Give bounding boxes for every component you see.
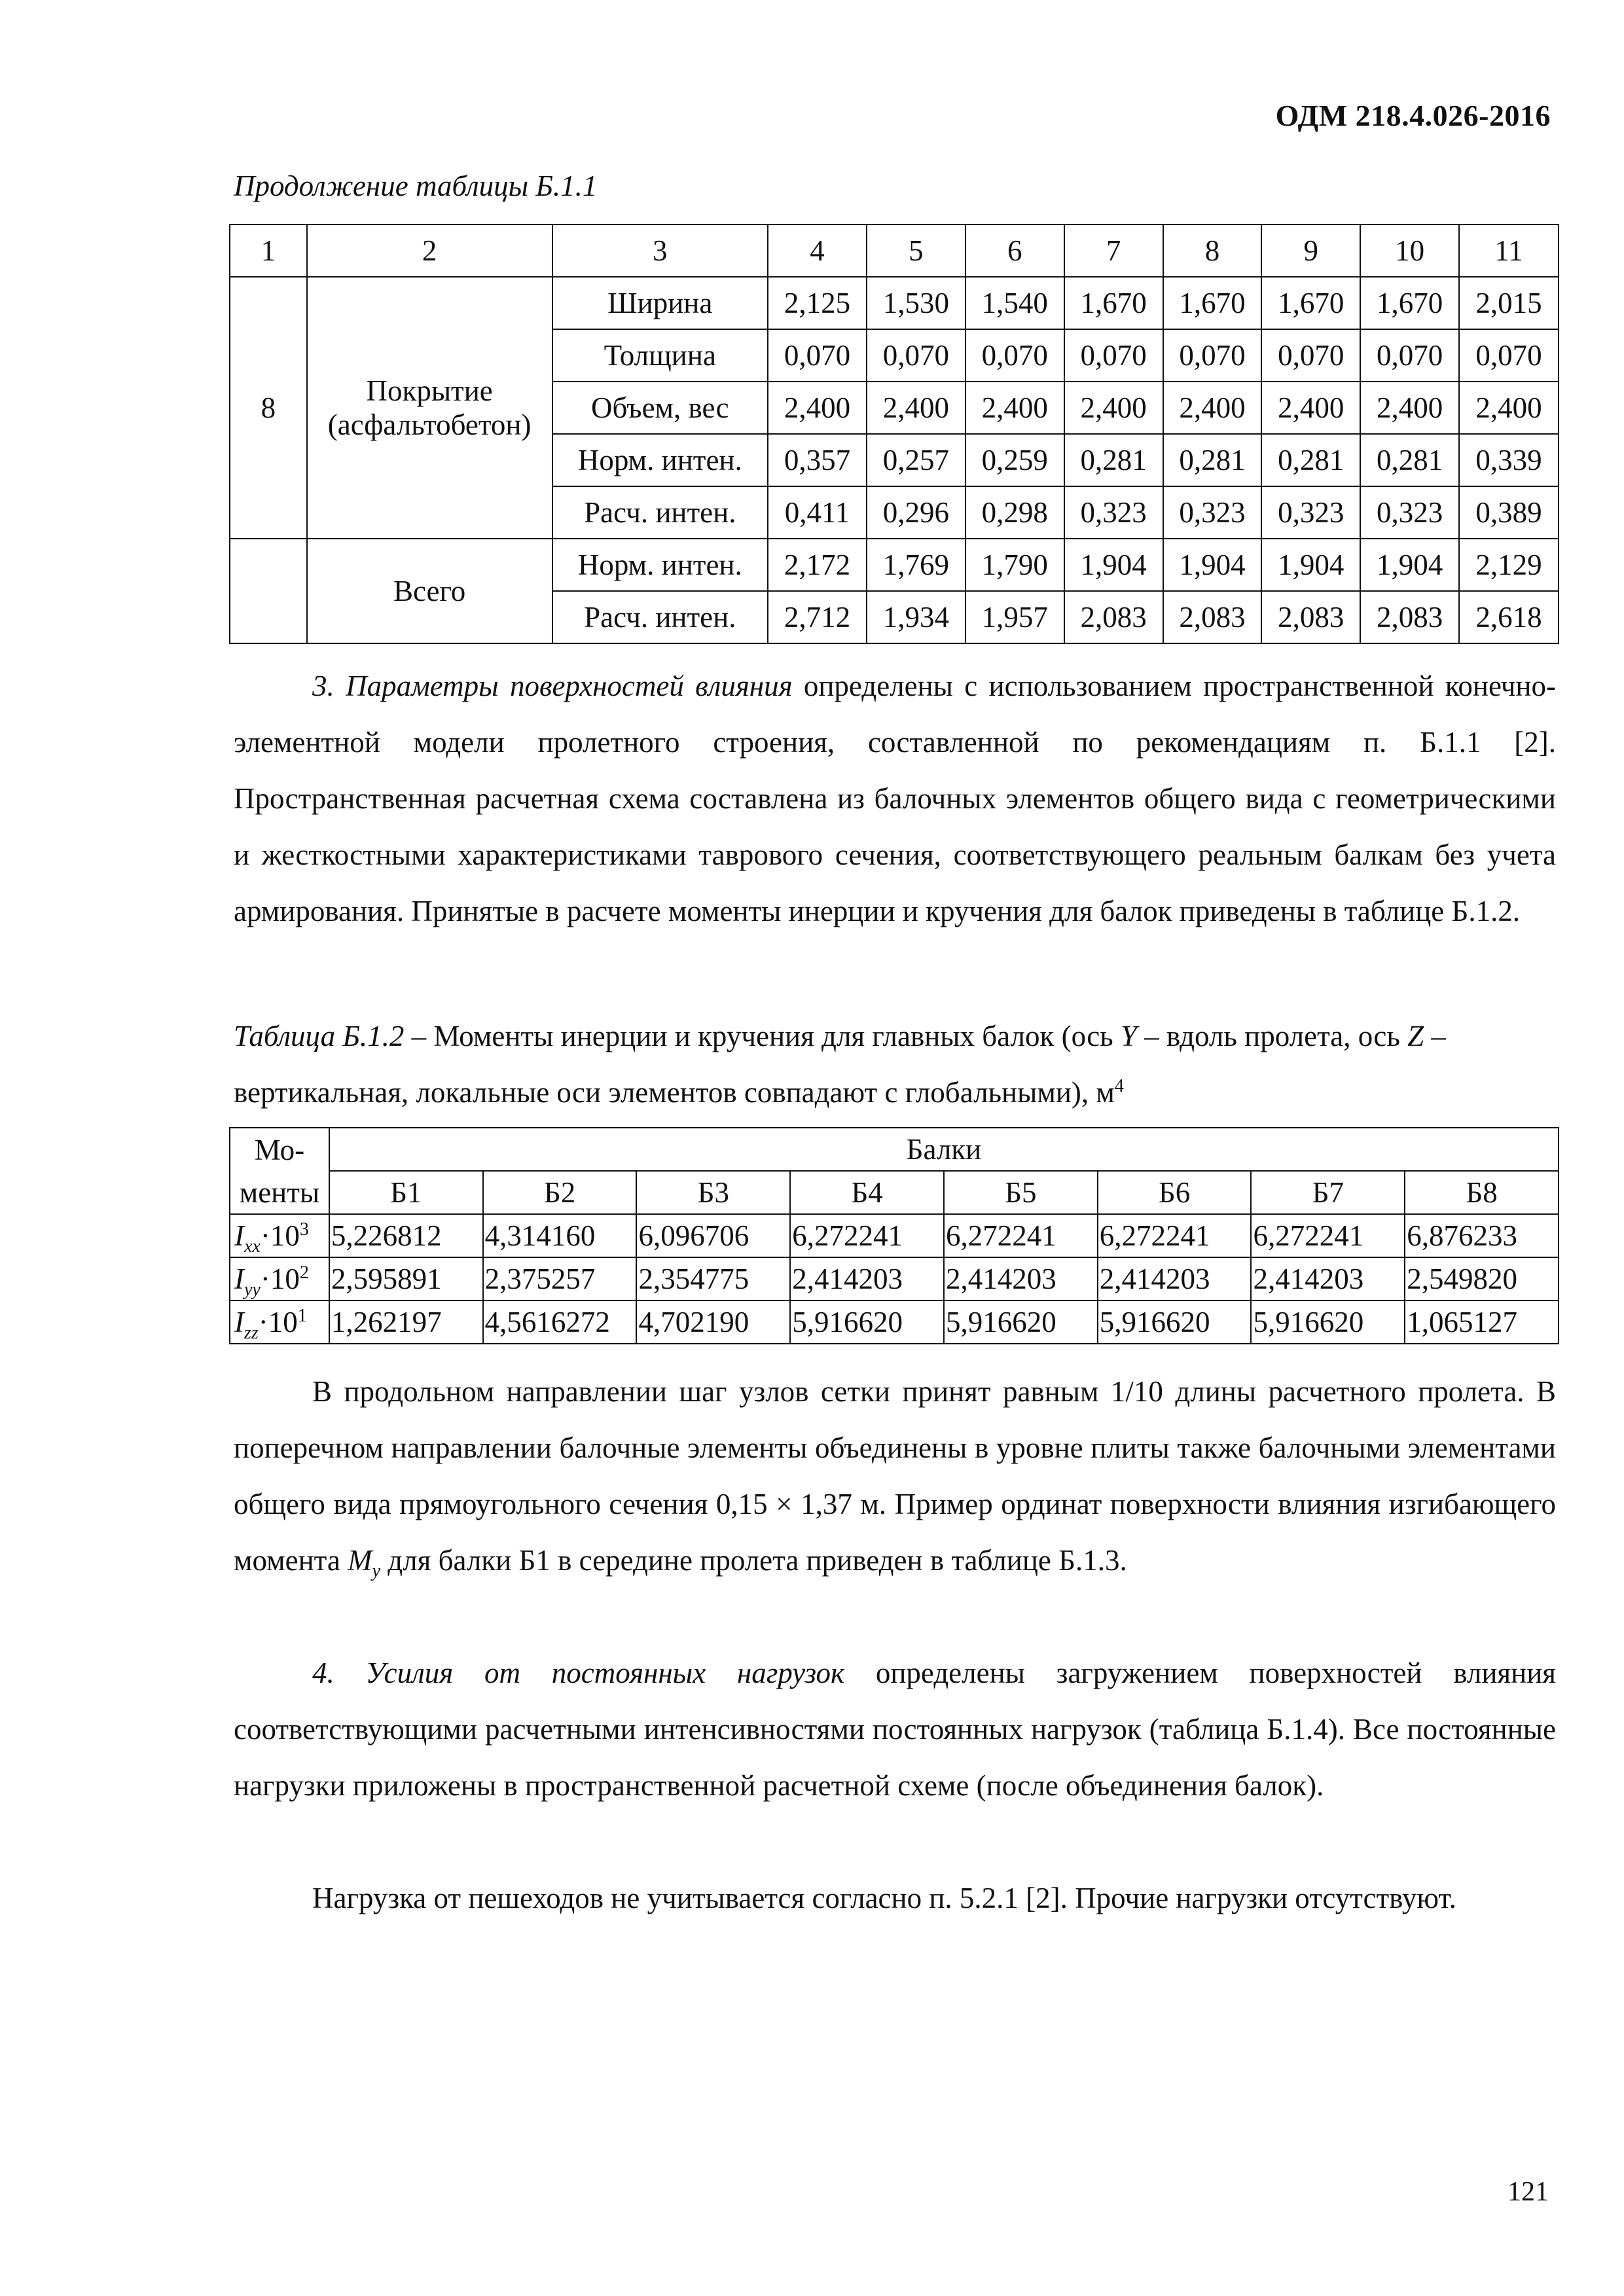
beam-header: Б6 [1098, 1171, 1252, 1214]
cell: 0,411 [768, 486, 867, 539]
cell: 0,070 [867, 329, 965, 382]
cell: 0,281 [1261, 434, 1360, 486]
cell: 0,323 [1064, 486, 1163, 539]
cell: 4,702190 [636, 1300, 790, 1344]
cell: 2,712 [768, 591, 867, 643]
cell: 2,083 [1064, 591, 1163, 643]
moment-symbol: I [234, 1263, 244, 1295]
cell: 5,916620 [790, 1300, 944, 1344]
table2-caption-text: – вдоль пролета, ось [1137, 1020, 1408, 1052]
table-row [230, 539, 1559, 591]
cell: 2,015 [1459, 277, 1559, 329]
cell: 0,259 [965, 434, 1064, 486]
cell: 1,904 [1163, 539, 1262, 591]
cell: 1,769 [867, 539, 965, 591]
cell: 2,595891 [329, 1257, 483, 1300]
cell: 2,549820 [1405, 1257, 1559, 1300]
cell: 1,904 [1261, 539, 1360, 591]
empty-cell [230, 539, 307, 643]
paragraph-text: определены загружением поверхностей влияния соответствующими расчетными интенсивностями постоянных нагрузок (таблица Б.1.4). Все постоянные нагрузки приложены в пространственной расчетной схеме (после объединения балок). [234, 1657, 1556, 1802]
cell: 2,083 [1163, 591, 1262, 643]
col-number: 1 [230, 224, 307, 277]
moment-multiplier: ·10 [258, 1306, 298, 1338]
group-name-line1: Покрытие [366, 374, 493, 407]
cell: 0,357 [768, 434, 867, 486]
cell: 0,257 [867, 434, 965, 486]
beam-header: Б3 [636, 1171, 790, 1214]
row-label: Расч. интен. [552, 591, 768, 643]
paragraph-influence-surfaces [234, 658, 1556, 939]
col-number: 3 [552, 224, 768, 277]
moment-exponent: 1 [297, 1306, 307, 1326]
cell: 6,876233 [1405, 1214, 1559, 1257]
cell: 6,272241 [790, 1214, 944, 1257]
row-label: Объем, вес [552, 382, 768, 434]
col-number: 9 [1261, 224, 1360, 277]
cell: 2,414203 [1251, 1257, 1405, 1300]
cell: 2,400 [1459, 382, 1559, 434]
beam-header: Б7 [1251, 1171, 1405, 1214]
row-label: Ширина [552, 277, 768, 329]
moment-multiplier: ·10 [260, 1263, 300, 1295]
cell: 2,354775 [636, 1257, 790, 1300]
row-label: Толщина [552, 329, 768, 382]
axis-z-symbol: Z [1407, 1020, 1424, 1052]
cell: 0,070 [1261, 329, 1360, 382]
table2-caption-lead: Таблица Б.1.2 [234, 1020, 405, 1052]
cell: 1,934 [867, 591, 965, 643]
cell: 1,065127 [1405, 1300, 1559, 1344]
cell: 0,323 [1163, 486, 1262, 539]
document-code: ОДМ 218.4.026-2016 [1275, 99, 1551, 132]
paragraph-lead: 3. Параметры поверхностей влияния [312, 670, 793, 702]
table2-caption [234, 1008, 1556, 1121]
moment-subscript: yy [244, 1280, 261, 1300]
row-label: Расч. интен. [552, 486, 768, 539]
cell: 1,904 [1360, 539, 1459, 591]
cell: 2,414203 [1098, 1257, 1252, 1300]
beam-header: Б5 [944, 1171, 1098, 1214]
cell: 2,172 [768, 539, 867, 591]
beam-header: Б4 [790, 1171, 944, 1214]
cell: 5,916620 [1098, 1300, 1252, 1344]
moment-label [230, 1300, 329, 1344]
table-header-row [230, 1171, 1559, 1214]
cell: 1,540 [965, 277, 1064, 329]
paragraph-text: В продольном направлении шаг узлов сетки принят равным 1/10 длины расчетного пролета. В поперечном направлении балочные элементы объединены в уровне плиты также балочными элементами общего вида прямоугольного сечения 0,15 × 1,37 м. Пример ординат поверхности влияния изгибающего момента [234, 1375, 1556, 1577]
cell: 0,070 [768, 329, 867, 382]
paragraph-text: для балки Б1 в середине пролета приведен в таблице Б.1.3. [380, 1544, 1127, 1577]
group-name: Всего [307, 539, 552, 643]
load-table [229, 224, 1559, 644]
row-label: Норм. интен. [552, 434, 768, 486]
moment-exponent: 2 [299, 1263, 309, 1283]
cell: 5,916620 [944, 1300, 1098, 1344]
beam-header: Б2 [483, 1171, 637, 1214]
cell: 0,389 [1459, 486, 1559, 539]
cell: 0,070 [1459, 329, 1559, 382]
cell: 0,070 [1360, 329, 1459, 382]
moment-exponent: 3 [299, 1219, 309, 1240]
paragraph-pedestrian-load [234, 1870, 1556, 1926]
paragraph-text: определены с использованием пространственной конечно-элементной модели пролетного строения, составленной по рекомендациям п. Б.1.1 [2]. Пространственная расчетная схема составлена из балочных элементов общего вида с геометрическими и жесткостными характеристиками таврового сечения, соответствующего реальным балкам без учета армирования. Принятые в расчете моменты инерции и кручения для балок приведены в таблице Б.1.2. [234, 670, 1557, 927]
page-number: 121 [1507, 2177, 1549, 2207]
cell: 2,400 [1163, 382, 1262, 434]
cell: 6,096706 [636, 1214, 790, 1257]
cell: 4,5616272 [483, 1300, 637, 1344]
cell: 2,375257 [483, 1257, 637, 1300]
cell: 0,323 [1261, 486, 1360, 539]
cell: 4,314160 [483, 1214, 637, 1257]
cell: 2,400 [965, 382, 1064, 434]
beam-header: Б8 [1405, 1171, 1559, 1214]
cell: 2,083 [1261, 591, 1360, 643]
paragraph-lead: 4. Усилия от постоянных нагрузок [312, 1657, 845, 1689]
cell: 0,281 [1360, 434, 1459, 486]
cell: 1,670 [1261, 277, 1360, 329]
moment-label [230, 1257, 329, 1300]
group-name [307, 277, 552, 539]
cell: 1,670 [1064, 277, 1163, 329]
cell: 1,262197 [329, 1300, 483, 1344]
cell: 1,670 [1163, 277, 1262, 329]
cell: 0,323 [1360, 486, 1459, 539]
moment-subscript: y [372, 1561, 381, 1581]
cell: 2,618 [1459, 591, 1559, 643]
table-row [230, 277, 1559, 329]
moment-symbol: I [234, 1219, 244, 1252]
paragraph-text: Нагрузка от пешеходов не учитывается согласно п. 5.2.1 [2]. Прочие нагрузки отсутствуют. [312, 1882, 1456, 1914]
moments-header-bottom: менты [230, 1171, 329, 1214]
cell: 2,125 [768, 277, 867, 329]
group-number: 8 [230, 277, 307, 539]
beam-header: Б1 [329, 1171, 483, 1214]
cell: 5,226812 [329, 1214, 483, 1257]
cell: 2,414203 [790, 1257, 944, 1300]
table-row [230, 1214, 1559, 1257]
col-number: 6 [965, 224, 1064, 277]
col-number: 11 [1459, 224, 1559, 277]
moments-header-top: Мо- [230, 1128, 329, 1171]
cell: 0,298 [965, 486, 1064, 539]
col-number: 8 [1163, 224, 1262, 277]
cell: 1,530 [867, 277, 965, 329]
cell: 6,272241 [944, 1214, 1098, 1257]
row-label: Норм. интен. [552, 539, 768, 591]
unit-exponent: 4 [1114, 1076, 1124, 1096]
col-number: 7 [1064, 224, 1163, 277]
table-row [230, 1257, 1559, 1300]
moment-multiplier: ·10 [260, 1219, 300, 1252]
moment-symbol: M [348, 1544, 372, 1577]
cell: 1,957 [965, 591, 1064, 643]
group-name-line2: (асфальтобетон) [327, 408, 532, 441]
paragraph-mesh-grid [234, 1363, 1556, 1588]
table1-caption: Продолжение таблицы Б.1.1 [234, 170, 598, 202]
cell: 2,400 [1064, 382, 1163, 434]
cell: 6,272241 [1098, 1214, 1252, 1257]
cell: 5,916620 [1251, 1300, 1405, 1344]
table-row [230, 1300, 1559, 1344]
cell: 0,296 [867, 486, 965, 539]
moment-subscript: xx [244, 1236, 261, 1257]
col-number: 5 [867, 224, 965, 277]
cell: 2,129 [1459, 539, 1559, 591]
table-header-row [230, 1128, 1559, 1171]
cell: 1,670 [1360, 277, 1459, 329]
col-number: 10 [1360, 224, 1459, 277]
cell: 6,272241 [1251, 1214, 1405, 1257]
cell: 2,083 [1360, 591, 1459, 643]
cell: 0,070 [1064, 329, 1163, 382]
cell: 2,400 [867, 382, 965, 434]
cell: 0,070 [965, 329, 1064, 382]
cell: 0,070 [1163, 329, 1262, 382]
paragraph-permanent-loads [234, 1645, 1556, 1814]
cell: 1,790 [965, 539, 1064, 591]
cell: 0,281 [1163, 434, 1262, 486]
moments-table [229, 1127, 1559, 1344]
cell: 2,400 [768, 382, 867, 434]
axis-y-symbol: Y [1120, 1020, 1137, 1052]
table2-caption-text: – вертикальная, локальные оси элементов совпадают с глобальными), м [234, 1020, 1446, 1109]
col-number: 2 [307, 224, 552, 277]
cell: 2,414203 [944, 1257, 1098, 1300]
cell: 2,400 [1261, 382, 1360, 434]
table2-caption-text: – Моменты инерции и кручения для главных балок (ось [404, 1020, 1121, 1052]
cell: 0,281 [1064, 434, 1163, 486]
cell: 0,339 [1459, 434, 1559, 486]
cell: 1,904 [1064, 539, 1163, 591]
col-number: 4 [768, 224, 867, 277]
moment-label [230, 1214, 329, 1257]
moment-symbol: I [234, 1306, 244, 1338]
table-header-row [230, 224, 1559, 277]
beams-header: Балки [329, 1128, 1559, 1171]
moment-subscript: zz [244, 1323, 259, 1343]
cell: 2,400 [1360, 382, 1459, 434]
